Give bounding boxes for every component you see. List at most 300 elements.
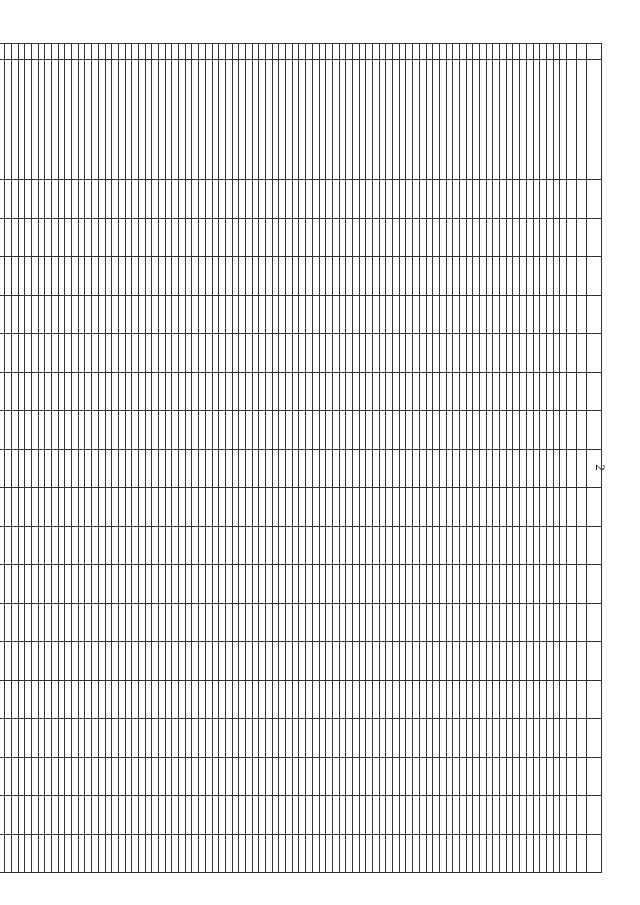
table-cell: [165, 680, 172, 719]
header-row: [567, 44, 577, 873]
table-cell: [239, 257, 246, 296]
table-cell: [212, 796, 219, 835]
table-cell: [486, 218, 493, 257]
table-cell: [38, 796, 45, 835]
table-cell: [306, 565, 313, 604]
table-cell: [152, 565, 159, 604]
table-cell: [259, 372, 266, 411]
table-cell: [480, 180, 487, 219]
table-cell: [373, 411, 380, 450]
table-cell: [18, 642, 25, 681]
table-row: [252, 44, 259, 873]
table-cell: [393, 642, 400, 681]
table-cell: [339, 603, 346, 642]
table-cell: [45, 44, 52, 60]
table-cell: [480, 257, 487, 296]
table-cell: [219, 334, 226, 373]
table-cell: [266, 565, 273, 604]
table-row: [185, 44, 192, 873]
table-cell: [92, 488, 99, 527]
table-cell: [419, 334, 426, 373]
table-cell: [546, 565, 553, 604]
table-cell: [25, 180, 32, 219]
table-cell: [326, 44, 333, 60]
table-cell: [433, 449, 440, 488]
table-cell: [506, 526, 513, 565]
table-cell: [11, 295, 18, 334]
table-cell: [353, 411, 360, 450]
table-cell: [406, 680, 413, 719]
table-cell: [379, 218, 386, 257]
table-cell: [159, 565, 166, 604]
table-cell: [185, 334, 192, 373]
table-cell: [326, 60, 333, 180]
table-cell: [373, 642, 380, 681]
table-cell: [279, 719, 286, 758]
table-cell: [292, 295, 299, 334]
table-cell: [0, 488, 5, 527]
table-cell: [359, 449, 366, 488]
table-cell: [18, 44, 25, 60]
table-cell: [85, 757, 92, 796]
table-cell: [393, 757, 400, 796]
table-cell: [78, 526, 85, 565]
table-cell: [386, 526, 393, 565]
table-cell: [346, 295, 353, 334]
table-cell: [399, 642, 406, 681]
table-cell: [506, 411, 513, 450]
table-row: [286, 44, 293, 873]
table-cell: [460, 44, 467, 60]
table-cell: [526, 449, 533, 488]
table-cell: [473, 719, 480, 758]
table-cell: [433, 334, 440, 373]
table-cell: [413, 565, 420, 604]
table-cell: [179, 60, 186, 180]
table-row: [493, 44, 500, 873]
table-cell: [105, 60, 112, 180]
table-cell: [45, 834, 52, 873]
table-cell: [299, 565, 306, 604]
table-cell: [85, 488, 92, 527]
table-cell: [319, 796, 326, 835]
table-cell: [473, 257, 480, 296]
table-cell: [139, 719, 146, 758]
table-cell: [486, 834, 493, 873]
table-cell: [466, 372, 473, 411]
table-cell: [520, 257, 527, 296]
table-cell: [353, 757, 360, 796]
table-cell: [11, 488, 18, 527]
table-cell: [513, 257, 520, 296]
table-row: [546, 44, 553, 873]
table-cell: [179, 680, 186, 719]
table-cell: [339, 680, 346, 719]
table-row: [172, 44, 179, 873]
table-cell: [292, 449, 299, 488]
table-cell: [78, 257, 85, 296]
table-cell: [45, 488, 52, 527]
table-cell: [212, 60, 219, 180]
table-cell: [339, 44, 346, 60]
table-cell: [466, 565, 473, 604]
table-cell: [112, 411, 119, 450]
table-cell: [159, 449, 166, 488]
table-cell: [38, 565, 45, 604]
table-cell: [533, 334, 540, 373]
table-cell: [520, 411, 527, 450]
table-cell: [266, 796, 273, 835]
table-cell: [259, 488, 266, 527]
rotated-data-table: [38, 43, 602, 873]
header-cell: [577, 796, 587, 835]
table-cell: [185, 680, 192, 719]
table-cell: [192, 796, 199, 835]
table-cell: [419, 796, 426, 835]
table-cell: [386, 565, 393, 604]
table-cell: [38, 834, 45, 873]
table-cell: [279, 44, 286, 60]
table-cell: [453, 295, 460, 334]
table-cell: [112, 565, 119, 604]
table-cell: [139, 411, 146, 450]
table-cell: [0, 565, 5, 604]
table-cell: [366, 603, 373, 642]
table-cell: [279, 526, 286, 565]
table-cell: [272, 60, 279, 180]
table-cell: [353, 642, 360, 681]
table-cell: [546, 719, 553, 758]
table-cell: [219, 565, 226, 604]
table-cell: [419, 44, 426, 60]
table-cell: [259, 295, 266, 334]
table-cell: [533, 603, 540, 642]
table-cell: [179, 642, 186, 681]
table-cell: [219, 257, 226, 296]
table-cell: [520, 526, 527, 565]
table-cell: [232, 449, 239, 488]
table-cell: [480, 796, 487, 835]
table-row: [500, 44, 507, 873]
table-cell: [506, 642, 513, 681]
table-cell: [486, 180, 493, 219]
header-cell: [587, 180, 602, 219]
table-row: [259, 44, 266, 873]
table-cell: [179, 257, 186, 296]
table-cell: [192, 372, 199, 411]
table-cell: [0, 603, 5, 642]
table-cell: [78, 218, 85, 257]
header-cell: [577, 180, 587, 219]
table-cell: [560, 719, 567, 758]
table-cell: [353, 449, 360, 488]
table-cell: [92, 680, 99, 719]
table-cell: [11, 411, 18, 450]
table-cell: [379, 334, 386, 373]
table-cell: [38, 488, 45, 527]
table-row: [279, 44, 286, 873]
table-cell: [179, 334, 186, 373]
table-cell: [118, 757, 125, 796]
table-cell: [219, 218, 226, 257]
table-cell: [45, 603, 52, 642]
table-cell: [252, 603, 259, 642]
table-cell: [38, 295, 45, 334]
table-cell: [533, 44, 540, 60]
table-cell: [439, 603, 446, 642]
table-cell: [306, 411, 313, 450]
table-cell: [286, 295, 293, 334]
table-cell: [346, 719, 353, 758]
table-cell: [205, 257, 212, 296]
table-cell: [473, 295, 480, 334]
table-cell: [546, 488, 553, 527]
table-cell: [232, 642, 239, 681]
table-cell: [526, 680, 533, 719]
table-cell: [32, 449, 39, 488]
table-cell: [433, 488, 440, 527]
table-cell: [513, 372, 520, 411]
table-cell: [58, 680, 65, 719]
table-cell: [353, 526, 360, 565]
table-cell: [85, 218, 92, 257]
table-cell: [413, 603, 420, 642]
table-cell: [439, 295, 446, 334]
table-cell: [332, 334, 339, 373]
table-cell: [179, 719, 186, 758]
table-cell: [299, 218, 306, 257]
table-cell: [152, 680, 159, 719]
table-cell: [78, 680, 85, 719]
table-cell: [219, 642, 226, 681]
table-cell: [145, 526, 152, 565]
table-cell: [145, 642, 152, 681]
table-cell: [259, 680, 266, 719]
table-cell: [346, 449, 353, 488]
table-cell: [493, 44, 500, 60]
table-cell: [500, 719, 507, 758]
table-cell: [520, 488, 527, 527]
table-cell: [98, 719, 105, 758]
table-cell: [453, 180, 460, 219]
table-cell: [279, 796, 286, 835]
table-cell: [393, 295, 400, 334]
table-cell: [139, 372, 146, 411]
table-cell: [540, 334, 547, 373]
table-cell: [98, 60, 105, 180]
table-cell: [359, 44, 366, 60]
table-cell: [52, 411, 59, 450]
table-cell: [506, 449, 513, 488]
table-cell: [359, 757, 366, 796]
table-cell: [32, 488, 39, 527]
table-cell: [292, 757, 299, 796]
table-cell: [272, 295, 279, 334]
table-cell: [460, 526, 467, 565]
table-cell: [453, 680, 460, 719]
table-cell: [38, 334, 45, 373]
table-cell: [132, 449, 139, 488]
header-cell: [577, 757, 587, 796]
table-row: [225, 44, 232, 873]
table-cell: [292, 334, 299, 373]
table-row: [312, 44, 319, 873]
table-cell: [473, 218, 480, 257]
table-cell: [246, 757, 253, 796]
table-cell: [38, 372, 45, 411]
table-cell: [500, 295, 507, 334]
table-cell: [172, 334, 179, 373]
table-cell: [38, 719, 45, 758]
table-cell: [85, 180, 92, 219]
table-cell: [540, 257, 547, 296]
table-cell: [5, 257, 12, 296]
table-cell: [212, 257, 219, 296]
table-cell: [25, 334, 32, 373]
table-cell: [98, 757, 105, 796]
table-cell: [426, 411, 433, 450]
table-cell: [145, 796, 152, 835]
table-cell: [419, 526, 426, 565]
table-cell: [112, 796, 119, 835]
table-cell: [105, 411, 112, 450]
table-cell: [312, 719, 319, 758]
table-cell: [526, 60, 533, 180]
table-cell: [326, 796, 333, 835]
table-cell: [58, 796, 65, 835]
table-cell: [5, 680, 12, 719]
table-cell: [52, 565, 59, 604]
table-cell: [493, 449, 500, 488]
table-cell: [232, 411, 239, 450]
table-cell: [413, 526, 420, 565]
table-cell: [205, 796, 212, 835]
table-cell: [232, 719, 239, 758]
table-cell: [513, 719, 520, 758]
table-cell: [45, 565, 52, 604]
table-cell: [239, 372, 246, 411]
table-cell: [326, 449, 333, 488]
table-cell: [466, 642, 473, 681]
table-row: [11, 44, 18, 873]
table-cell: [473, 449, 480, 488]
table-cell: [32, 180, 39, 219]
table-cell: [486, 449, 493, 488]
table-cell: [225, 257, 232, 296]
table-row: [413, 44, 420, 873]
table-cell: [45, 526, 52, 565]
table-cell: [98, 334, 105, 373]
table-cell: [52, 757, 59, 796]
table-cell: [152, 295, 159, 334]
table-cell: [179, 372, 186, 411]
table-cell: [286, 411, 293, 450]
table-cell: [299, 44, 306, 60]
table-cell: [286, 796, 293, 835]
table-cell: [486, 603, 493, 642]
table-row: [379, 44, 386, 873]
table-row: [480, 44, 487, 873]
header-cell: [587, 680, 602, 719]
table-cell: [118, 44, 125, 60]
table-cell: [446, 295, 453, 334]
table-cell: [553, 449, 560, 488]
table-cell: [11, 834, 18, 873]
table-cell: [553, 565, 560, 604]
table-cell: [286, 218, 293, 257]
table-cell: [205, 180, 212, 219]
table-cell: [98, 488, 105, 527]
table-cell: [92, 449, 99, 488]
table-row: [38, 44, 45, 873]
table-cell: [72, 757, 79, 796]
table-cell: [540, 757, 547, 796]
table-cell: [205, 565, 212, 604]
table-cell: [232, 257, 239, 296]
table-cell: [125, 44, 132, 60]
table-cell: [279, 565, 286, 604]
table-cell: [500, 372, 507, 411]
table-cell: [353, 603, 360, 642]
table-cell: [112, 449, 119, 488]
table-cell: [52, 218, 59, 257]
table-cell: [112, 757, 119, 796]
table-cell: [366, 488, 373, 527]
header-cell: [587, 565, 602, 604]
table-cell: [152, 719, 159, 758]
table-cell: [506, 796, 513, 835]
table-cell: [406, 565, 413, 604]
header-cell: [567, 488, 577, 527]
table-cell: [132, 334, 139, 373]
table-cell: [45, 449, 52, 488]
table-cell: [0, 218, 5, 257]
estimate-table: [0, 43, 602, 873]
table-cell: [92, 257, 99, 296]
table-cell: [105, 295, 112, 334]
table-cell: [560, 449, 567, 488]
table-cell: [145, 218, 152, 257]
table-cell: [52, 796, 59, 835]
table-cell: [112, 218, 119, 257]
table-cell: [533, 372, 540, 411]
header-cell: [567, 295, 577, 334]
table-cell: [386, 719, 393, 758]
table-cell: [45, 680, 52, 719]
table-cell: [98, 218, 105, 257]
table-cell: [18, 334, 25, 373]
table-cell: [0, 44, 5, 60]
table-cell: [5, 603, 12, 642]
table-cell: [132, 488, 139, 527]
table-cell: [533, 257, 540, 296]
table-cell: [480, 218, 487, 257]
table-cell: [32, 526, 39, 565]
table-cell: [172, 44, 179, 60]
table-cell: [520, 334, 527, 373]
table-cell: [292, 565, 299, 604]
table-cell: [493, 565, 500, 604]
table-cell: [513, 334, 520, 373]
table-cell: [11, 257, 18, 296]
table-cell: [540, 526, 547, 565]
table-cell: [433, 757, 440, 796]
table-cell: [232, 180, 239, 219]
table-cell: [105, 834, 112, 873]
table-cell: [286, 526, 293, 565]
table-cell: [466, 257, 473, 296]
table-cell: [105, 44, 112, 60]
